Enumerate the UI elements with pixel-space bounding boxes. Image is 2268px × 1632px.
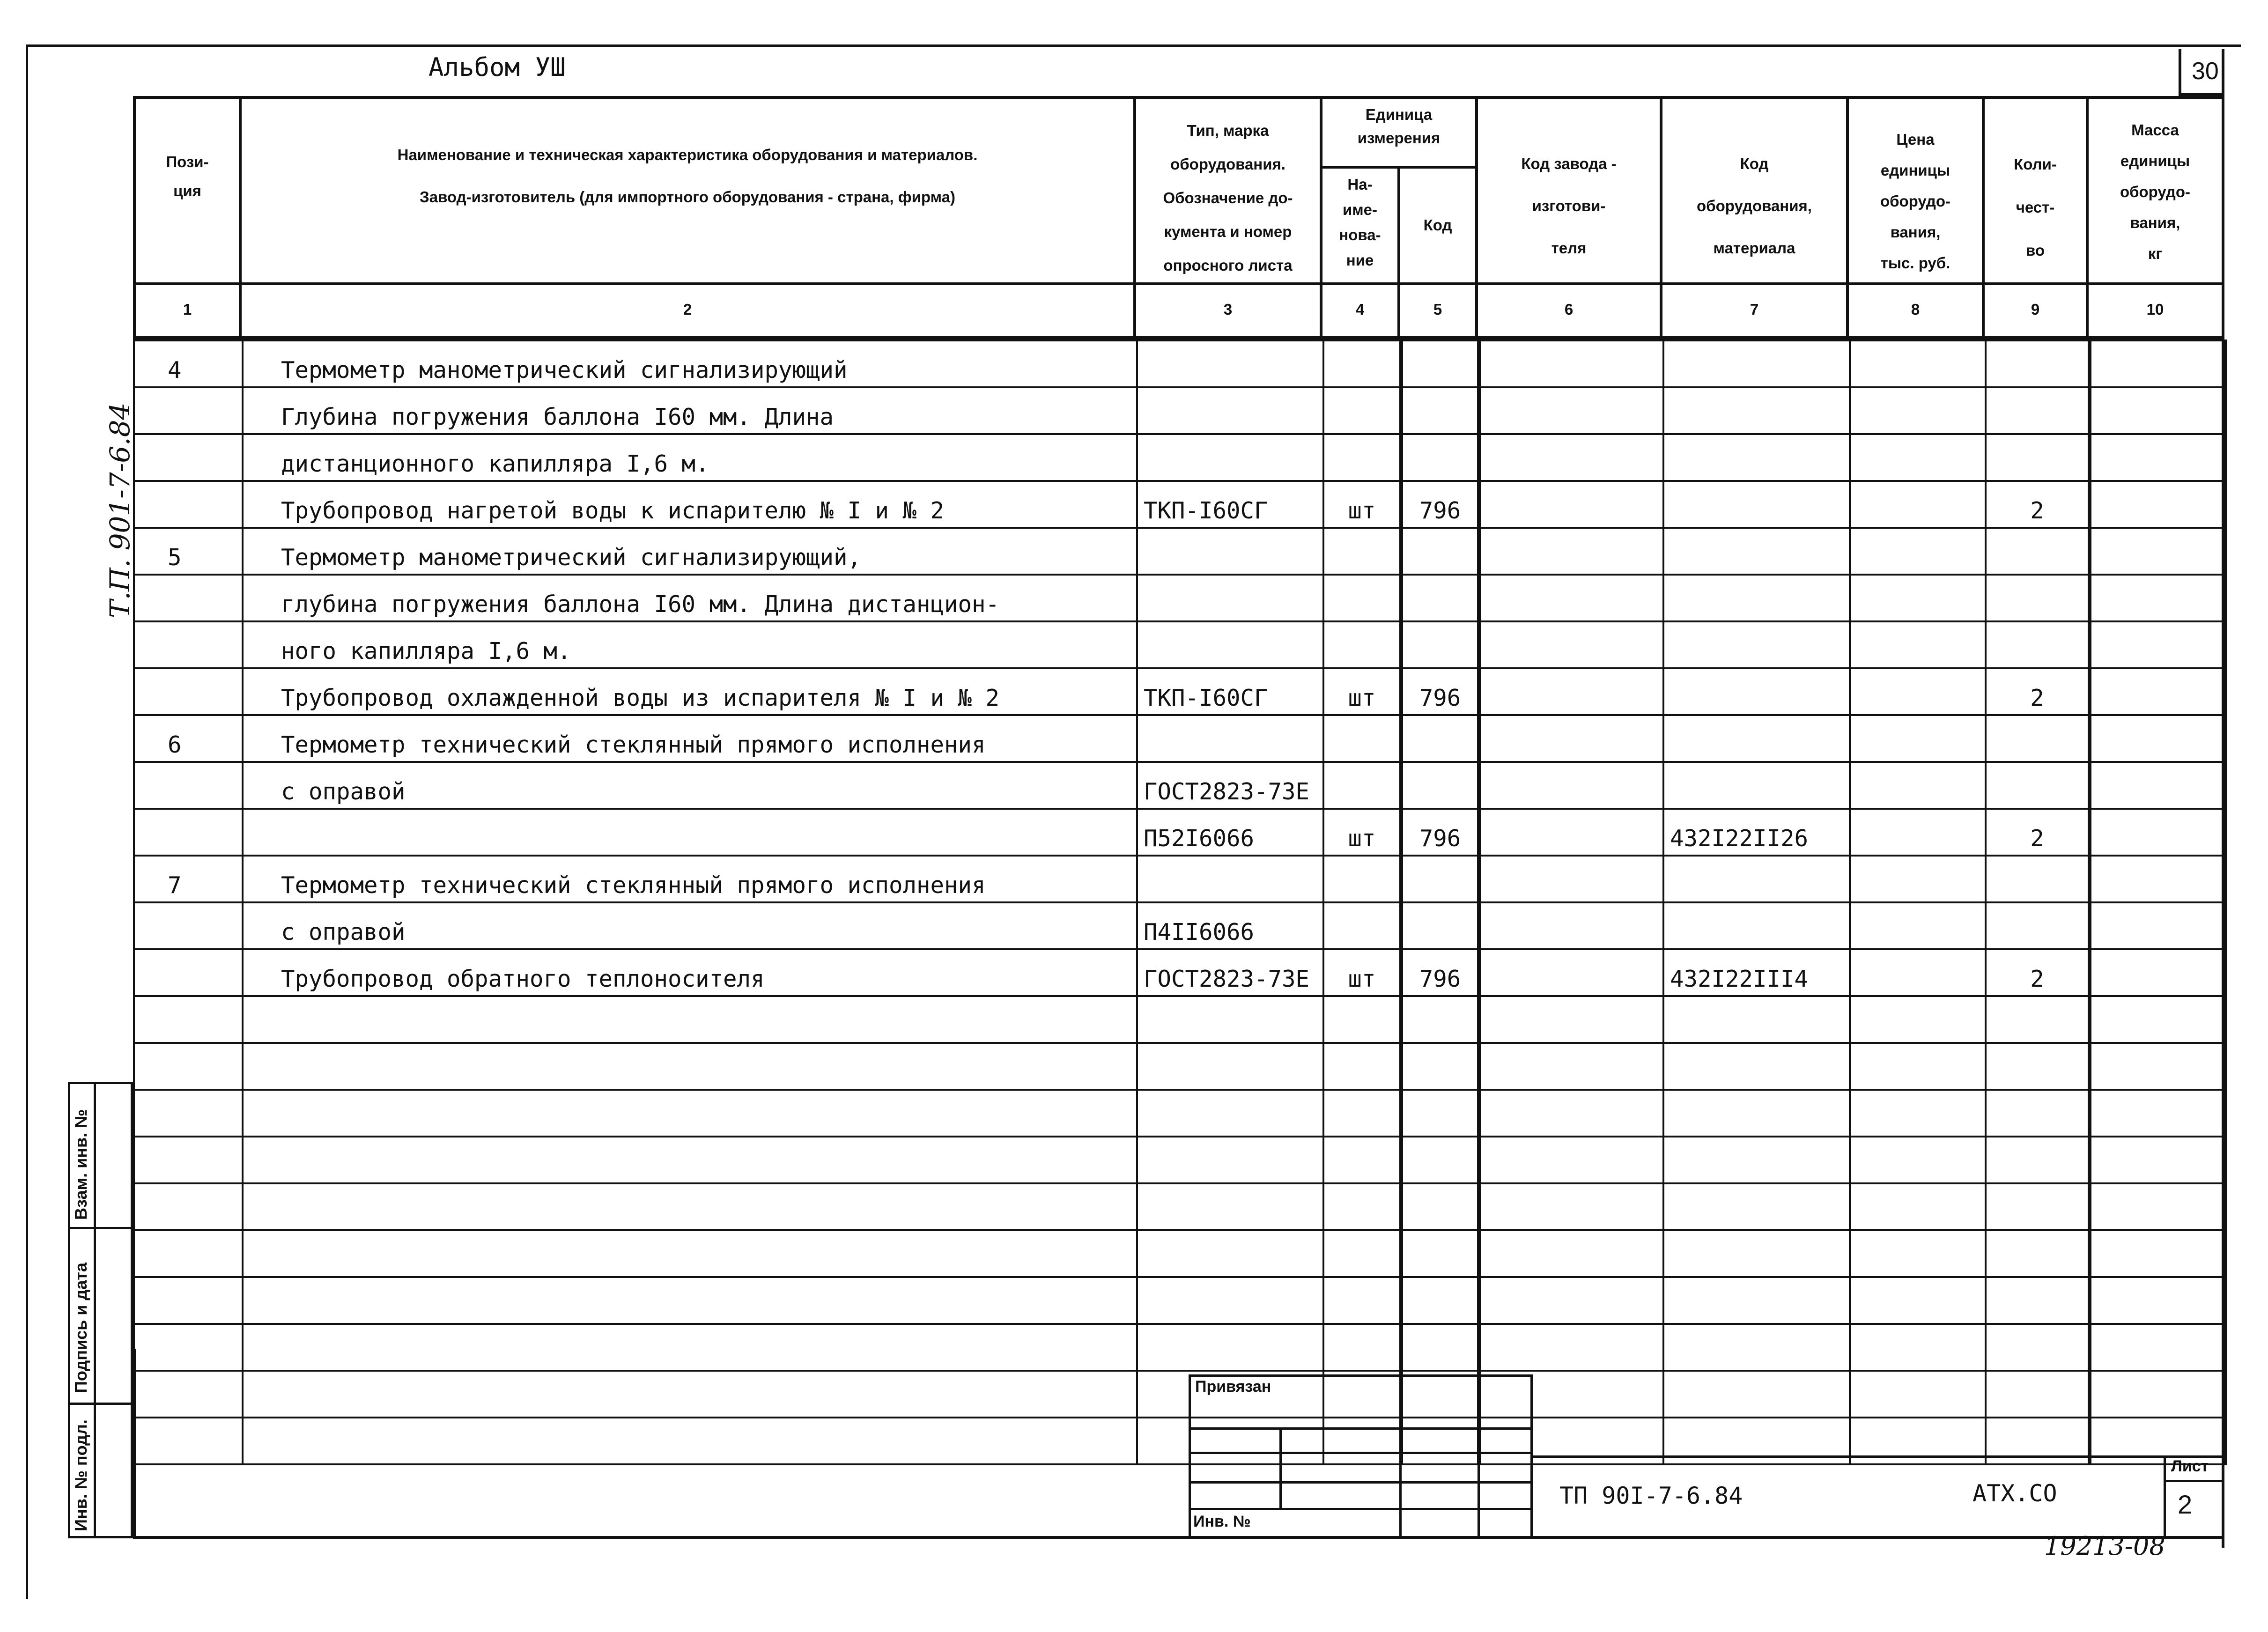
table-header (133, 96, 2224, 340)
cell-equip (1663, 902, 1850, 949)
header-name-line2: Завод-изготовитель (для импортного оборудования - страна, фирма) (420, 188, 955, 206)
cell-name: Термометр манометрический сигнализирующий, (243, 528, 1137, 575)
cell-equip (1663, 715, 1850, 762)
cell-type (1137, 621, 1323, 668)
cell-equip (1663, 528, 1850, 575)
cell-code (1401, 1277, 1479, 1324)
cell-name: Глубина погружения баллона I60 мм. Длина (243, 387, 1137, 434)
cell-code (1401, 1137, 1479, 1183)
cell-type: ТКП-I60СГ (1137, 668, 1323, 715)
empty-row (134, 1090, 2225, 1137)
side-strip-cut-1 (68, 1227, 133, 1229)
cell-type (1137, 1230, 1323, 1277)
cell-name (243, 1183, 1137, 1230)
cell-price (1850, 434, 1986, 481)
cell-unit (1323, 856, 1401, 902)
cell-unit (1323, 1277, 1401, 1324)
cell-qty (1986, 575, 2090, 621)
table-row (134, 575, 2225, 621)
table-row (134, 902, 2225, 949)
cell-mass (2090, 340, 2225, 387)
cell-equip (1663, 1371, 1850, 1418)
cell-price (1850, 1277, 1986, 1324)
side-label-podpis: Подпись и дата (71, 1263, 90, 1393)
title-block-top (1533, 1455, 2224, 1458)
col-number-3: 3 (1223, 301, 1233, 318)
table-row (134, 387, 2225, 434)
cell-type (1137, 434, 1323, 481)
specification-table (133, 340, 2227, 1465)
cell-price (1850, 1183, 1986, 1230)
cell-unit: шт (1323, 949, 1401, 996)
privyazan-label: Привязан (1195, 1378, 1271, 1396)
doc-code: ТП 90I-7-6.84 (1559, 1482, 1743, 1509)
cell-code: 796 (1401, 481, 1479, 528)
cell-code (1401, 902, 1479, 949)
cell-code (1401, 340, 1479, 387)
cell-price (1850, 621, 1986, 668)
cell-name (243, 1418, 1137, 1464)
cell-unit (1323, 1090, 1401, 1137)
cell-price (1850, 762, 1986, 809)
cell-factory (1479, 481, 1663, 528)
cell-code: 796 (1401, 668, 1479, 715)
cell-price (1850, 715, 1986, 762)
cell-equip (1663, 1043, 1850, 1090)
cell-equip: 432I22III4 (1663, 949, 1850, 996)
col-number-6: 6 (1564, 301, 1574, 318)
header-mass: Масса единицы оборудо- вания, кг (2120, 121, 2191, 262)
cell-mass (2090, 668, 2225, 715)
cell-code (1401, 528, 1479, 575)
cell-factory (1479, 1230, 1663, 1277)
cell-qty (1986, 1043, 2090, 1090)
cell-pos (134, 668, 243, 715)
cell-type: ГОСТ2823-73Е (1137, 949, 1323, 996)
cell-name (243, 1277, 1137, 1324)
empty-row (134, 1183, 2225, 1230)
cell-mass (2090, 996, 2225, 1043)
header-quantity: Коли- чест- во (2014, 155, 2057, 259)
cell-code (1401, 1230, 1479, 1277)
cell-price (1850, 1043, 1986, 1090)
cell-unit: шт (1323, 809, 1401, 856)
col-number-5: 5 (1433, 301, 1442, 318)
cell-equip (1663, 1137, 1850, 1183)
cell-name (243, 996, 1137, 1043)
cell-name: дистанционного капилляра I,6 м. (243, 434, 1137, 481)
cell-factory (1479, 575, 1663, 621)
cell-equip (1663, 387, 1850, 434)
cell-code (1401, 762, 1479, 809)
cell-code (1401, 434, 1479, 481)
cell-name: Трубопровод обратного теплоносителя (243, 949, 1137, 996)
cell-unit (1323, 1183, 1401, 1230)
cell-equip (1663, 1324, 1850, 1371)
cell-qty (1986, 1277, 2090, 1324)
cell-code: 796 (1401, 949, 1479, 996)
cell-equip (1663, 340, 1850, 387)
cell-qty (1986, 434, 2090, 481)
header-unit-name: На- име- нова- ние (1339, 176, 1381, 269)
cell-unit (1323, 340, 1401, 387)
cell-equip (1663, 1183, 1850, 1230)
header-name-line1: Наименование и техническая характеристика оборудования и материалов. (397, 146, 978, 163)
cell-type: П52I6066 (1137, 809, 1323, 856)
cell-mass (2090, 1137, 2225, 1183)
table-row (134, 528, 2225, 575)
cell-factory (1479, 949, 1663, 996)
header-unit-group: Единица измерения (1357, 106, 1441, 147)
cell-pos (134, 621, 243, 668)
cell-price (1850, 387, 1986, 434)
cell-mass (2090, 715, 2225, 762)
cell-factory (1479, 1277, 1663, 1324)
cell-pos (134, 481, 243, 528)
cell-type: П4II6066 (1137, 902, 1323, 949)
cell-equip (1663, 1090, 1850, 1137)
cell-qty (1986, 1324, 2090, 1371)
cell-factory (1479, 621, 1663, 668)
cell-type: ГОСТ2823-73Е (1137, 762, 1323, 809)
cell-factory (1479, 1324, 1663, 1371)
cell-pos (134, 902, 243, 949)
cell-qty (1986, 340, 2090, 387)
cell-qty: 2 (1986, 809, 2090, 856)
cell-pos (134, 387, 243, 434)
sheet-label: Лист (2171, 1457, 2209, 1475)
cell-mass (2090, 1324, 2225, 1371)
cell-type (1137, 1277, 1323, 1324)
side-strip-divider (94, 1082, 96, 1538)
cell-code (1401, 996, 1479, 1043)
cell-equip (1663, 762, 1850, 809)
cell-equip: 432I22II26 (1663, 809, 1850, 856)
cell-mass (2090, 528, 2225, 575)
cell-code (1401, 387, 1479, 434)
table-row (134, 856, 2225, 902)
cell-mass (2090, 1371, 2225, 1418)
cell-name: с оправой (243, 902, 1137, 949)
cell-name (243, 1230, 1137, 1277)
cell-unit (1323, 1043, 1401, 1090)
cell-qty (1986, 1183, 2090, 1230)
cell-factory (1479, 1043, 1663, 1090)
cell-name: Трубопровод охлажденной воды из испарителя № I и № 2 (243, 668, 1137, 715)
cell-type (1137, 528, 1323, 575)
cell-name (243, 1324, 1137, 1371)
empty-row (134, 1371, 2225, 1418)
cell-pos (134, 434, 243, 481)
cell-unit (1323, 621, 1401, 668)
cell-unit (1323, 1230, 1401, 1277)
cell-type (1137, 856, 1323, 902)
table-row (134, 434, 2225, 481)
table-row (134, 949, 2225, 996)
cell-pos (134, 1090, 243, 1137)
empty-row (134, 1230, 2225, 1277)
cell-price (1850, 1230, 1986, 1277)
header-unit-code: Код (1423, 216, 1452, 234)
cell-qty (1986, 996, 2090, 1043)
cell-mass (2090, 1230, 2225, 1277)
col-number-2: 2 (683, 301, 692, 318)
cell-name: Трубопровод нагретой воды к испарителю № I и № 2 (243, 481, 1137, 528)
cell-equip (1663, 1277, 1850, 1324)
cell-pos (134, 1137, 243, 1183)
cell-pos (134, 996, 243, 1043)
table-row (134, 621, 2225, 668)
cell-qty (1986, 715, 2090, 762)
cell-price (1850, 856, 1986, 902)
cell-qty: 2 (1986, 949, 2090, 996)
cell-code (1401, 621, 1479, 668)
cell-price (1850, 668, 1986, 715)
cell-factory (1479, 668, 1663, 715)
cell-factory (1479, 528, 1663, 575)
cell-name: глубина погружения баллона I60 мм. Длина дистанцион- (243, 575, 1137, 621)
cell-equip (1663, 481, 1850, 528)
cell-qty (1986, 856, 2090, 902)
cell-unit (1323, 762, 1401, 809)
cell-price (1850, 481, 1986, 528)
cell-type (1137, 1043, 1323, 1090)
cell-qty (1986, 1137, 2090, 1183)
cell-unit (1323, 1137, 1401, 1183)
cell-pos: 6 (134, 715, 243, 762)
album-title: Альбом УШ (428, 52, 566, 82)
cell-name (243, 1137, 1137, 1183)
left-table-rule (133, 1349, 136, 1538)
cell-type (1137, 1324, 1323, 1371)
cell-price (1850, 1137, 1986, 1183)
cell-type (1137, 1137, 1323, 1183)
cell-price (1850, 902, 1986, 949)
cell-factory (1479, 996, 1663, 1043)
col-number-4: 4 (1355, 301, 1365, 318)
page-number: 30 (2192, 58, 2219, 85)
cell-name: ного капилляра I,6 м. (243, 621, 1137, 668)
cell-unit: шт (1323, 668, 1401, 715)
cell-qty (1986, 528, 2090, 575)
cell-mass (2090, 809, 2225, 856)
cell-qty: 2 (1986, 668, 2090, 715)
table-row (134, 762, 2225, 809)
cell-type (1137, 387, 1323, 434)
cell-factory (1479, 1183, 1663, 1230)
cell-mass (2090, 621, 2225, 668)
cell-unit (1323, 715, 1401, 762)
cell-pos: 7 (134, 856, 243, 902)
cell-price (1850, 996, 1986, 1043)
col-number-1: 1 (183, 301, 192, 318)
cell-pos (134, 1418, 243, 1464)
cell-factory (1479, 434, 1663, 481)
empty-row (134, 1324, 2225, 1371)
empty-row (134, 996, 2225, 1043)
cell-pos (134, 1183, 243, 1230)
header-position: Пози- ция (166, 153, 209, 199)
cell-pos (134, 1043, 243, 1090)
cell-pos (134, 809, 243, 856)
cell-unit (1323, 996, 1401, 1043)
cell-mass (2090, 949, 2225, 996)
cell-mass (2090, 387, 2225, 434)
table-row (134, 668, 2225, 715)
col-number-8: 8 (1911, 301, 1920, 318)
cell-mass (2090, 856, 2225, 902)
cell-price (1850, 528, 1986, 575)
cell-equip (1663, 1230, 1850, 1277)
cell-pos (134, 949, 243, 996)
cell-type (1137, 575, 1323, 621)
sheet-number: 2 (2178, 1490, 2193, 1519)
cell-name (243, 1090, 1137, 1137)
col-number-7: 7 (1750, 301, 1759, 318)
cell-pos (134, 1371, 243, 1418)
cell-equip (1663, 668, 1850, 715)
cell-pos (134, 1230, 243, 1277)
cell-equip (1663, 621, 1850, 668)
side-strip-cut-2 (68, 1403, 133, 1405)
cell-factory (1479, 902, 1663, 949)
cell-price (1850, 1090, 1986, 1137)
table-row (134, 481, 2225, 528)
cell-qty (1986, 762, 2090, 809)
table-row (134, 340, 2225, 387)
cell-equip (1663, 996, 1850, 1043)
cell-pos (134, 762, 243, 809)
cell-factory (1479, 1137, 1663, 1183)
side-label-inv: Инв. № подл. (71, 1419, 90, 1531)
cell-name: с оправой (243, 762, 1137, 809)
cell-factory (1479, 340, 1663, 387)
cell-mass (2090, 481, 2225, 528)
cell-code: 796 (1401, 809, 1479, 856)
cell-factory (1479, 809, 1663, 856)
cell-equip (1663, 856, 1850, 902)
empty-row (134, 1043, 2225, 1090)
header-equipment-code: Код оборудования, материала (1697, 155, 1812, 257)
table-row (134, 715, 2225, 762)
cell-mass (2090, 762, 2225, 809)
cell-unit (1323, 387, 1401, 434)
side-label-vzam: Взам. инв. № (71, 1109, 90, 1220)
cell-name (243, 1371, 1137, 1418)
cell-mass (2090, 434, 2225, 481)
cell-price (1850, 1371, 1986, 1418)
cell-qty (1986, 387, 2090, 434)
handwritten-number: 19213-08 (2044, 1531, 2165, 1561)
cell-unit (1323, 575, 1401, 621)
cell-price (1850, 340, 1986, 387)
cell-pos: 5 (134, 528, 243, 575)
cell-price (1850, 949, 1986, 996)
cell-unit (1323, 902, 1401, 949)
cell-type (1137, 1090, 1323, 1137)
cell-pos (134, 1324, 243, 1371)
cell-code (1401, 1324, 1479, 1371)
cell-price (1850, 575, 1986, 621)
cell-code (1401, 856, 1479, 902)
cell-factory (1479, 762, 1663, 809)
cell-pos (134, 575, 243, 621)
cell-qty (1986, 1230, 2090, 1277)
cell-code (1401, 1183, 1479, 1230)
cell-name (243, 809, 1137, 856)
cell-price (1850, 809, 1986, 856)
cell-factory (1479, 387, 1663, 434)
cell-qty (1986, 1090, 2090, 1137)
cell-unit (1323, 1324, 1401, 1371)
col-number-10: 10 (2146, 301, 2164, 318)
cell-pos (134, 1277, 243, 1324)
cell-code (1401, 1043, 1479, 1090)
empty-row (134, 1137, 2225, 1183)
header-type: Тип, марка оборудования. Обозначение до- кумента и номер опросного листа (1163, 122, 1293, 274)
cell-unit: шт (1323, 481, 1401, 528)
cell-code (1401, 575, 1479, 621)
doc-mark: АТХ.СО (1972, 1480, 2057, 1507)
cell-type (1137, 1183, 1323, 1230)
cell-mass (2090, 1183, 2225, 1230)
cell-mass (2090, 1090, 2225, 1137)
cell-equip (1663, 575, 1850, 621)
cell-name (243, 1043, 1137, 1090)
cell-name: Термометр манометрический сигнализирующий (243, 340, 1137, 387)
cell-type (1137, 715, 1323, 762)
cell-qty (1986, 1371, 2090, 1418)
cell-unit (1323, 528, 1401, 575)
empty-row (134, 1277, 2225, 1324)
cell-qty: 2 (1986, 481, 2090, 528)
cell-qty (1986, 621, 2090, 668)
cell-unit (1323, 434, 1401, 481)
inv-no-label: Инв. № (1193, 1513, 1251, 1530)
cell-pos: 4 (134, 340, 243, 387)
cell-type (1137, 340, 1323, 387)
header-price: Цена единицы оборудо- вания, тыс. руб. (1880, 131, 1951, 272)
cell-type (1137, 996, 1323, 1043)
cell-mass (2090, 902, 2225, 949)
cell-type: ТКП-I60СГ (1137, 481, 1323, 528)
cell-qty (1986, 902, 2090, 949)
cell-factory (1479, 1090, 1663, 1137)
header-factory-code: Код завода - изготови- теля (1521, 155, 1617, 257)
cell-price (1850, 1324, 1986, 1371)
col-number-9: 9 (2031, 301, 2040, 318)
bottom-rule (133, 1536, 2224, 1539)
cell-factory (1479, 856, 1663, 902)
cell-code (1401, 1090, 1479, 1137)
cell-name: Термометр технический стеклянный прямого исполнения (243, 715, 1137, 762)
side-code: Т.П. 901-7-6.84 (104, 402, 136, 618)
cell-code (1401, 715, 1479, 762)
cell-factory (1479, 715, 1663, 762)
cell-equip (1663, 434, 1850, 481)
cell-mass (2090, 575, 2225, 621)
cell-name: Термометр технический стеклянный прямого исполнения (243, 856, 1137, 902)
table-row (134, 809, 2225, 856)
cell-mass (2090, 1043, 2225, 1090)
cell-mass (2090, 1277, 2225, 1324)
